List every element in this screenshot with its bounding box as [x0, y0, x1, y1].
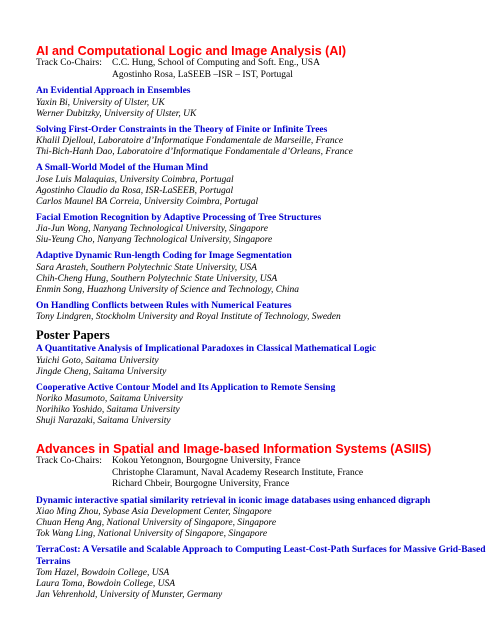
paper-title[interactable]: Adaptive Dynamic Run-length Coding for Image Segmentation [36, 251, 292, 261]
paper-author: Tok Wang Ling, National University of Singapore, Singapore [36, 529, 268, 539]
paper-title[interactable]: Facial Emotion Recognition by Adaptive Processing of Tree Structures [36, 212, 322, 223]
chairs-label: Track Co-Chairs: [36, 58, 102, 68]
paper-title[interactable]: Solving First-Order Constraints in the Theory of Finite or Infinite Trees [36, 124, 328, 135]
track-title: AI and Computational Logic and Image Analysis (AI) [36, 44, 346, 58]
chairs-label: Track Co-Chairs: [36, 456, 102, 466]
paper-title[interactable]: Dynamic interactive spatial similarity retrieval in iconic image databases using enhanced digraph [36, 495, 431, 506]
paper-entry [36, 301, 495, 324]
poster-entry [36, 383, 495, 428]
paper-author: Carlos Maunel BA Correia, University Coimbra, Portugal [36, 196, 259, 207]
paper-author: Norihiko Yoshido, Saitama University [36, 405, 180, 415]
paper-entry [36, 213, 495, 247]
paper-author: Tom Hazel, Bowdoin College, USA [36, 568, 170, 578]
paper-author: Chih-Cheng Hung, Southern Polytechnic State University, USA [36, 273, 278, 284]
paper-title[interactable]: TerraCost: A Versatile and Scalable Approach to Computing Least-Cost-Path Surfaces for Massive Grid-Based Terrains [36, 545, 486, 567]
paper-entry [36, 545, 495, 601]
paper-author: Enmin Song, Huazhong University of Science and Technology, China [36, 284, 299, 295]
paper-entry [36, 125, 495, 159]
paper-entry [36, 86, 495, 120]
paper-author: Jose Luis Malaquias, University Coimbra, Portugal [36, 174, 234, 185]
paper-author: Agostinho Claudio da Rosa, ISR-LaSEEB, Portugal [36, 185, 234, 196]
paper-title[interactable]: A Small-World Model of the Human Mind [36, 163, 209, 173]
paper-author: Laura Toma, Bowdoin College, USA [36, 579, 175, 589]
chair-name: C.C. Hung, School of Computing and Soft. Eng., USA [112, 58, 320, 68]
paper-author: Jia-Jun Wong, Nanyang Technological University, Singapore [36, 224, 268, 234]
poster-papers-heading: Poster Papers [36, 328, 110, 342]
track-co-chairs [36, 456, 495, 491]
paper-author: Khalil Djelloul, Laboratoire d’Informatique Fondamentale de Marseille, France [36, 136, 344, 146]
paper-author: Xiao Ming Zhou, Sybase Asia Development Center, Singapore [36, 507, 272, 517]
paper-author: Noriko Masumoto, Saitama University [36, 394, 183, 404]
paper-entry [36, 251, 495, 296]
paper-author: Chuan Heng Ang, National University of Singapore, Singapore [36, 518, 277, 528]
chair-name: Agostinho Rosa, LaSEEB –ISR – IST, Portugal [112, 69, 293, 80]
paper-entry [36, 496, 495, 541]
track-title: Advances in Spatial and Image-based Information Systems (ASIIS) [36, 442, 432, 456]
paper-author: Sara Arasteh, Southern Polytechnic State University, USA [36, 262, 257, 273]
paper-title[interactable]: On Handling Conflicts between Rules with Numerical Features [36, 300, 292, 311]
paper-entry [36, 163, 495, 208]
paper-author: Jan Vehrenhold, University of Munster, Germany [36, 590, 223, 600]
track-co-chairs [36, 58, 495, 81]
paper-title[interactable]: A Quantitative Analysis of Implicational Paradoxes in Classical Mathematical Logic [36, 344, 377, 354]
paper-author: Jingde Cheng, Saitama University [36, 366, 167, 377]
paper-author: Yuichi Goto, Saitama University [36, 355, 159, 366]
paper-author: Tony Lindgren, Stockholm University and Royal Institute of Technology, Sweden [36, 312, 341, 322]
paper-author: Shuji Narazaki, Saitama University [36, 416, 171, 426]
track-ai [36, 44, 495, 427]
paper-author: Werner Dubitzky, University of Ulster, UK [36, 108, 197, 119]
poster-entry [36, 344, 495, 378]
paper-title[interactable]: Cooperative Active Contour Model and Its Application to Remote Sensing [36, 382, 336, 393]
track-asiis [36, 442, 495, 601]
chair-name: Richard Chbeir, Bourgogne University, France [112, 479, 290, 489]
paper-author: Siu-Yeung Cho, Nanyang Technological University, Singapore [36, 235, 273, 245]
paper-author: Thi-Bich-Hanh Dao, Laboratoire d’Informatique Fondamentale d’Orleans, France [36, 147, 353, 157]
chair-name: Kokou Yetongnon, Bourgogne University, France [112, 456, 301, 466]
paper-title[interactable]: An Evidential Approach in Ensembles [36, 86, 191, 96]
paper-author: Yaxin Bi, University of Ulster, UK [36, 97, 165, 108]
chair-name: Christophe Claramunt, Naval Academy Research Institute, France [112, 467, 364, 478]
